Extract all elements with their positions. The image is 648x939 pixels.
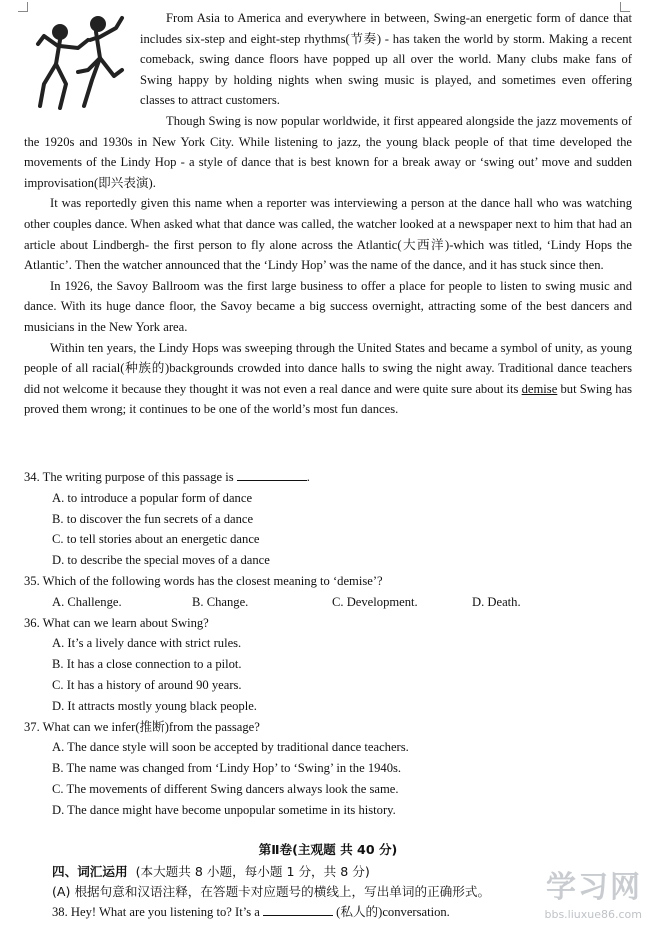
question-34-stem: 34. The writing purpose of this passage is .	[24, 470, 310, 484]
question-35-stem: 35. Which of the following words has the closest meaning to ‘demise’?	[24, 573, 383, 588]
question-34-option-a: A. to introduce a popular form of dance	[52, 490, 253, 505]
paragraph-5-end: but Swing has proved them wrong; it continues to be one of the world’s most fun dances.	[24, 381, 632, 417]
reading-passage	[24, 8, 632, 420]
question-37-stem: 37. What can we infer(推断)from the passage?	[24, 719, 260, 734]
question-35-option-d: D. Death.	[472, 594, 521, 609]
answer-blank	[237, 468, 307, 481]
part-heading: 四、词汇运用	[52, 864, 128, 879]
question-36-option-a: A. It’s a lively dance with strict rules.	[52, 636, 242, 651]
passage-paragraph-4: In 1926, the Savoy Ballroom was the first large business to offer a place for people to listen to swing music and dance. With its huge dance floor, the Savoy became a big success overnight, attracting some of the best dancers and musicians in the New York area.	[24, 278, 632, 334]
underlined-word-demise: demise	[521, 381, 558, 396]
site-watermark	[492, 868, 642, 934]
question-36-option-b: B. It has a close connection to a pilot.	[52, 657, 242, 672]
question-34-option-d: D. to describe the special moves of a dance	[52, 553, 270, 568]
answer-blank	[263, 903, 333, 916]
passage-paragraph-5	[24, 338, 632, 420]
question-37-option-c: C. The movements of different Swing dancers always look the same.	[52, 781, 399, 796]
part-instruction: (A) 根据句意和汉语注释，在答题卡对应题号的横线上，写出单词的正确形式。	[52, 884, 491, 899]
question-36-option-d: D. It attracts mostly young black people.	[52, 698, 257, 713]
question-37-option-d: D. The dance might have become unpopular sometime in its history.	[52, 802, 396, 817]
passage-paragraph-3: It was reportedly given this name when a reporter was interviewing a person at the dance hall who was watching other couples dance. When asked what that dance was called, the watcher looked at a newspaper next to him that had an article about Lindbergh- the first person to fly alone across the Atlantic(大西洋)-which was titled, ‘Lindy Hops the Atlantic’. Then the watcher announced that the ‘Lindy Hop’ was the name of the dance, and it has stuck since then.	[24, 196, 632, 273]
question-37-option-b: B. The name was changed from ‘Lindy Hop’ to ‘Swing’ in the 1940s.	[52, 761, 402, 776]
passage-paragraph-1: From Asia to America and everywhere in between, Swing-an energetic form of dance that includes six-step and eight-step rhythms(节奏) - has taken the world by storm. Making a recent comeback, swing dance floors have popped up all over the world. Many clubs make fans of Swing happy by holding nights when swing music is played, and sometimes even offering classes to attract customers.	[140, 11, 632, 108]
question-37-option-a: A. The dance style will soon be accepted by traditional dance teachers.	[52, 740, 409, 755]
question-35-option-c: C. Development.	[332, 594, 418, 609]
question-35-options	[24, 592, 632, 613]
question-list	[24, 467, 632, 821]
question-38: 38. Hey! What are you listening to? It’s a (私人的)conversation.	[52, 905, 450, 919]
question-35-option-b: B. Change.	[192, 594, 249, 609]
section-title: 第Ⅱ卷(主观题 共 40 分)	[258, 842, 398, 857]
question-36-option-c: C. It has a history of around 90 years.	[52, 677, 242, 692]
paragraph-5-start: Within ten years, the Lindy Hops was sweeping through the United States and became a symbol of unity, as young people of all racial(种族的)backgrounds crowded into dance halls to swing the night away. Traditional dance teachers did not welcome it because they thought it was not even a real dance and were quite sure about its	[24, 340, 632, 396]
dancers-illustration	[30, 10, 130, 114]
watermark-logo-text: 学习网	[546, 870, 642, 905]
question-35-option-a: A. Challenge.	[52, 594, 122, 609]
question-34-option-c: C. to tell stories about an energetic dance	[52, 532, 260, 547]
passage-paragraph-2: Though Swing is now popular worldwide, it first appeared alongside the jazz movements of the 1920s and 1930s in New York City. While listening to jazz, the young black people of that time developed the movements of the Lindy Hop - a style of dance that is best known for a break away or ‘swing out’ move and sudden improvisation(即兴表演).	[24, 113, 632, 190]
question-34-option-b: B. to discover the fun secrets of a dance	[52, 511, 254, 526]
question-36-stem: 36. What can we learn about Swing?	[24, 615, 209, 630]
part-note: (本大题共 8 小题，每小题 1 分，共 8 分)	[135, 864, 370, 879]
watermark-url: bbs.liuxue86.com	[544, 908, 642, 921]
